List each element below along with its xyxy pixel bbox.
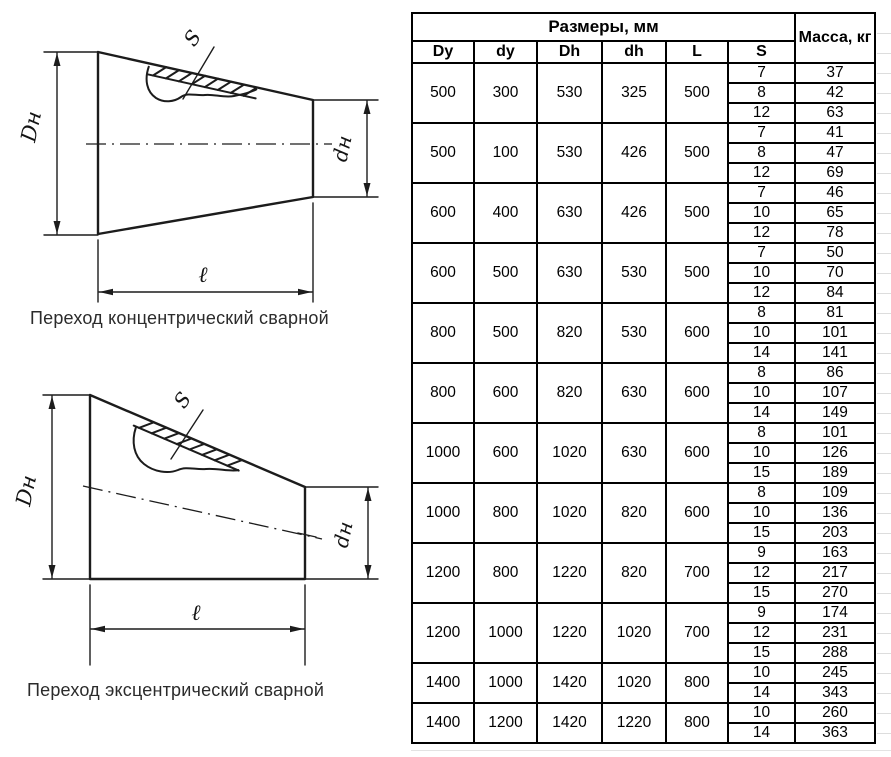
- table-row: [412, 603, 875, 623]
- cell-Dh: 820: [537, 363, 602, 423]
- cell-S: 10: [728, 443, 795, 463]
- big-diameter-label: Dн: [16, 109, 47, 145]
- cell-mass: 149: [795, 403, 875, 423]
- cell-S: 14: [728, 403, 795, 423]
- cell-S: 15: [728, 523, 795, 543]
- cell-mass: 84: [795, 283, 875, 303]
- cell-mass: 50: [795, 243, 875, 263]
- cell-S: 9: [728, 603, 795, 623]
- cell-L: 500: [666, 123, 728, 183]
- small-diameter-label: dн: [328, 519, 358, 550]
- cell-dy: 600: [474, 363, 537, 423]
- cell-L: 800: [666, 703, 728, 743]
- cell-Dy: 1400: [412, 703, 474, 743]
- cell-Dh: 1020: [537, 483, 602, 543]
- cell-dy: 500: [474, 303, 537, 363]
- cell-Dh: 820: [537, 303, 602, 363]
- cell-mass: 69: [795, 163, 875, 183]
- cell-dy: 1000: [474, 663, 537, 703]
- cell-S: 8: [728, 423, 795, 443]
- cell-S: 14: [728, 683, 795, 703]
- table-row: [412, 63, 875, 83]
- cell-S: 10: [728, 703, 795, 723]
- small-diameter-label: dн: [327, 133, 357, 164]
- length-label: ℓ: [198, 263, 208, 288]
- cell-mass: 65: [795, 203, 875, 223]
- axis-tick: [298, 533, 316, 537]
- cell-L: 600: [666, 363, 728, 423]
- concentric-reducer-drawing: [16, 25, 378, 302]
- cell-S: 15: [728, 643, 795, 663]
- cell-mass: 203: [795, 523, 875, 543]
- cell-Dy: 600: [412, 183, 474, 243]
- cell-S: 15: [728, 583, 795, 603]
- table-row: [412, 183, 875, 203]
- cell-Dh: 630: [537, 243, 602, 303]
- cell-S: 12: [728, 163, 795, 183]
- cell-S: 12: [728, 563, 795, 583]
- cell-mass: 81: [795, 303, 875, 323]
- cell-mass: 141: [795, 343, 875, 363]
- cell-dy: 500: [474, 243, 537, 303]
- dimension-big-diameter: [16, 52, 98, 235]
- cell-dy: 100: [474, 123, 537, 183]
- cell-dh: 426: [602, 123, 666, 183]
- cell-L: 600: [666, 303, 728, 363]
- cell-L: 500: [666, 63, 728, 123]
- spreadsheet-gridline-bottom: [411, 750, 891, 751]
- cell-mass: 217: [795, 563, 875, 583]
- cell-dh: 530: [602, 243, 666, 303]
- cell-mass: 126: [795, 443, 875, 463]
- cell-mass: 46: [795, 183, 875, 203]
- cell-mass: 101: [795, 423, 875, 443]
- cell-Dh: 530: [537, 123, 602, 183]
- cell-S: 10: [728, 663, 795, 683]
- cell-mass: 163: [795, 543, 875, 563]
- length-label: ℓ: [191, 601, 201, 626]
- cell-mass: 136: [795, 503, 875, 523]
- table-row: [412, 543, 875, 563]
- dimension-small-diameter: [313, 100, 378, 197]
- dimension-length: [98, 203, 313, 302]
- cell-Dh: 530: [537, 63, 602, 123]
- cell-dy: 1200: [474, 703, 537, 743]
- dimension-big-diameter: [11, 395, 90, 579]
- cell-S: 15: [728, 463, 795, 483]
- cell-S: 7: [728, 123, 795, 143]
- cell-dy: 800: [474, 483, 537, 543]
- cell-Dh: 1420: [537, 703, 602, 743]
- cell-dy: 1000: [474, 603, 537, 663]
- cell-S: 10: [728, 383, 795, 403]
- cell-mass: 231: [795, 623, 875, 643]
- cell-S: 12: [728, 103, 795, 123]
- cell-S: 12: [728, 623, 795, 643]
- dimensions-header: Размеры, мм: [412, 13, 795, 41]
- big-diameter-label: Dн: [11, 473, 42, 509]
- cell-S: 8: [728, 143, 795, 163]
- cell-mass: 70: [795, 263, 875, 283]
- col-header-S: S: [728, 41, 795, 63]
- cell-mass: 63: [795, 103, 875, 123]
- col-header-dy: dy: [474, 41, 537, 63]
- cell-L: 800: [666, 663, 728, 703]
- col-header-Dy: Dy: [412, 41, 474, 63]
- spreadsheet-gridline-stubs: [877, 14, 891, 746]
- cell-dh: 820: [602, 543, 666, 603]
- cell-mass: 41: [795, 123, 875, 143]
- size-table-body: [412, 63, 875, 743]
- table-row: [412, 123, 875, 143]
- cell-mass: 270: [795, 583, 875, 603]
- col-header-Dh: Dh: [537, 41, 602, 63]
- table-row: [412, 363, 875, 383]
- cell-L: 500: [666, 183, 728, 243]
- cell-mass: 343: [795, 683, 875, 703]
- cell-L: 700: [666, 603, 728, 663]
- cell-S: 10: [728, 203, 795, 223]
- cell-Dy: 1400: [412, 663, 474, 703]
- cell-mass: 37: [795, 63, 875, 83]
- reducer-body-outline: [90, 395, 305, 579]
- cell-dh: 426: [602, 183, 666, 243]
- cell-Dy: 1200: [412, 543, 474, 603]
- cell-mass: 174: [795, 603, 875, 623]
- cell-dh: 630: [602, 423, 666, 483]
- reducer-drawings: [0, 0, 408, 757]
- thickness-label: S: [178, 25, 207, 51]
- cell-mass: 189: [795, 463, 875, 483]
- cell-Dy: 1200: [412, 603, 474, 663]
- cell-S: 14: [728, 343, 795, 363]
- cell-S: 9: [728, 543, 795, 563]
- concentric-reducer-caption: Переход концентрический сварной: [30, 308, 329, 328]
- cell-Dy: 1000: [412, 483, 474, 543]
- cell-Dy: 800: [412, 303, 474, 363]
- cell-L: 500: [666, 243, 728, 303]
- table-row: [412, 663, 875, 683]
- table-row: [412, 303, 875, 323]
- cell-dh: 820: [602, 483, 666, 543]
- cell-Dy: 800: [412, 363, 474, 423]
- cell-mass: 107: [795, 383, 875, 403]
- cell-dy: 400: [474, 183, 537, 243]
- cell-mass: 78: [795, 223, 875, 243]
- cell-Dh: 1020: [537, 423, 602, 483]
- cell-dh: 1020: [602, 603, 666, 663]
- cell-mass: 288: [795, 643, 875, 663]
- cell-L: 600: [666, 423, 728, 483]
- cell-Dh: 1420: [537, 663, 602, 703]
- size-table: [411, 12, 876, 744]
- cell-S: 10: [728, 323, 795, 343]
- weld-cutaway-outline: [134, 427, 239, 472]
- cell-S: 8: [728, 363, 795, 383]
- table-row: [412, 243, 875, 263]
- cell-dh: 630: [602, 363, 666, 423]
- cell-S: 14: [728, 723, 795, 743]
- cell-mass: 260: [795, 703, 875, 723]
- table-row: [412, 483, 875, 503]
- cell-S: 12: [728, 283, 795, 303]
- dimension-length: [90, 585, 305, 665]
- size-table-container: [411, 12, 876, 744]
- cell-S: 10: [728, 503, 795, 523]
- cell-dy: 800: [474, 543, 537, 603]
- cell-Dy: 500: [412, 123, 474, 183]
- cell-dh: 530: [602, 303, 666, 363]
- cell-S: 10: [728, 263, 795, 283]
- cell-L: 600: [666, 483, 728, 543]
- cell-Dh: 630: [537, 183, 602, 243]
- cell-mass: 42: [795, 83, 875, 103]
- cell-L: 700: [666, 543, 728, 603]
- cell-Dy: 500: [412, 63, 474, 123]
- cell-dh: 325: [602, 63, 666, 123]
- eccentric-axis-line: [83, 486, 322, 539]
- cell-mass: 109: [795, 483, 875, 503]
- dimension-small-diameter: [305, 487, 378, 579]
- cell-S: 7: [728, 63, 795, 83]
- cell-dy: 600: [474, 423, 537, 483]
- thickness-label: S: [168, 387, 197, 413]
- cell-S: 8: [728, 303, 795, 323]
- eccentric-reducer-caption: Переход эксцентрический сварной: [27, 680, 325, 700]
- col-header-L: L: [666, 41, 728, 63]
- cell-S: 7: [728, 183, 795, 203]
- cell-S: 8: [728, 483, 795, 503]
- mass-header: Масса, кг: [795, 13, 875, 63]
- cell-mass: 245: [795, 663, 875, 683]
- cell-Dy: 600: [412, 243, 474, 303]
- table-row: [412, 703, 875, 723]
- cell-Dh: 1220: [537, 543, 602, 603]
- cell-dy: 300: [474, 63, 537, 123]
- cell-mass: 101: [795, 323, 875, 343]
- cell-mass: 363: [795, 723, 875, 743]
- cell-mass: 86: [795, 363, 875, 383]
- cell-S: 8: [728, 83, 795, 103]
- cell-dh: 1020: [602, 663, 666, 703]
- table-header-row: [412, 13, 875, 41]
- cell-S: 7: [728, 243, 795, 263]
- cell-Dy: 1000: [412, 423, 474, 483]
- cell-S: 12: [728, 223, 795, 243]
- cell-Dh: 1220: [537, 603, 602, 663]
- col-header-dh: dh: [602, 41, 666, 63]
- eccentric-reducer-drawing: [11, 387, 378, 665]
- cell-mass: 47: [795, 143, 875, 163]
- cell-dh: 1220: [602, 703, 666, 743]
- table-row: [412, 423, 875, 443]
